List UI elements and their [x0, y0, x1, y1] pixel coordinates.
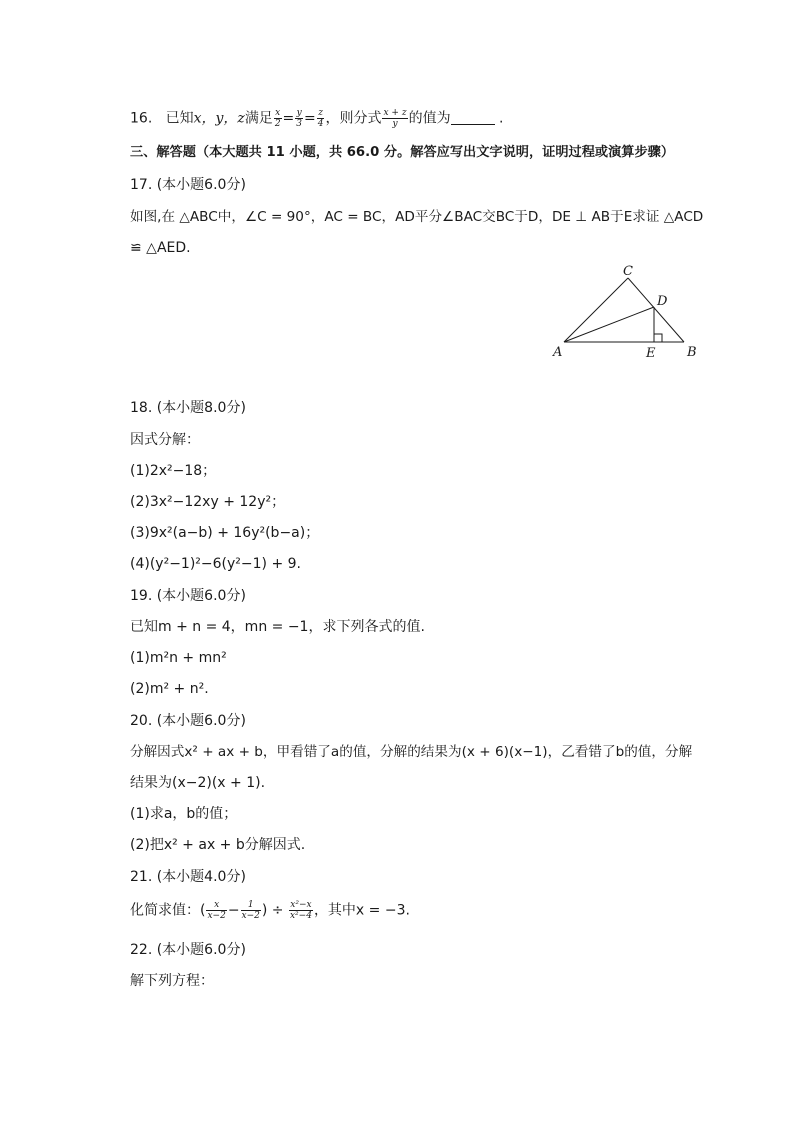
- q16-tail: 的值为: [408, 110, 451, 127]
- q16-fraction-4: $\frac{x + z}{y}$: [383, 108, 407, 129]
- q21-expression: 化简求值：( $\frac{x}{x-2}$ − $\frac{1}{x-2}$ ) ÷ $\frac{\text{x²−x}}{\text{x²−4}}$ ，其中x = −3.: [130, 900, 410, 921]
- q16-fraction-2: $\frac{y}{3}$: [296, 108, 303, 129]
- triangle-figure: [548, 262, 708, 362]
- q19-item-1: (1)m²n + mn²: [130, 650, 227, 666]
- q16-fraction-1: $\frac{x}{2}$: [274, 108, 281, 129]
- q16-number: 16.: [130, 110, 153, 127]
- question-16: 16. 已知x，y，z满足 $\frac{x}{2}$ = $\frac{y}{3}$ = $\frac{z}{4}$ ，则分式 $\frac{x + z}{y}$ 的值为 .: [130, 108, 504, 129]
- q17-header: 17. (本小题6.0分): [130, 177, 246, 193]
- answer-blank[interactable]: [451, 110, 495, 125]
- q18-item-4: (4)(y²−1)²−6(y²−1) + 9.: [130, 556, 301, 572]
- q19-intro: 已知m + n = 4，mn = −1，求下列各式的值.: [130, 619, 425, 635]
- q16-post: ，则分式: [325, 110, 382, 127]
- q18-header: 18. (本小题8.0分): [130, 400, 246, 416]
- q16-fraction-3: $\frac{z}{4}$: [317, 108, 324, 129]
- q16-mid: 满足: [244, 110, 273, 127]
- q19-item-2: (2)m² + n².: [130, 681, 209, 697]
- label-a: A: [553, 345, 563, 360]
- label-e: E: [646, 346, 656, 361]
- q20-text-line-2: 结果为(x−2)(x + 1).: [130, 775, 266, 791]
- q21-fraction-3: $\frac{\text{x²−x}}{\text{x²−4}}$: [289, 900, 312, 921]
- q20-header: 20. (本小题6.0分): [130, 713, 246, 729]
- label-b: B: [687, 345, 697, 360]
- q20-item-1: (1)求a，b的值；: [130, 806, 238, 822]
- q18-intro: 因式分解：: [130, 432, 200, 448]
- q21-fraction-1: $\frac{x}{x-2}$: [207, 900, 226, 921]
- q19-header: 19. (本小题6.0分): [130, 588, 246, 604]
- section-heading: 三、解答题（本大题共 11 小题，共 66.0 分。解答应写出文字说明，证明过程或演算步骤）: [130, 145, 675, 160]
- q21-fraction-2: $\frac{1}{x-2}$: [241, 900, 260, 921]
- q17-text-line-2: ≌ △AED.: [130, 240, 191, 256]
- q20-text-line-1: 分解因式x² + ax + b，甲看错了a的值，分解的结果为(x + 6)(x−1)，乙看错了b的值，分解: [130, 744, 693, 760]
- q16-pre: 已知: [165, 110, 194, 127]
- q21-header: 21. (本小题4.0分): [130, 869, 246, 885]
- q20-item-2: (2)把x² + ax + b分解因式.: [130, 837, 306, 853]
- label-d: D: [657, 294, 668, 309]
- q22-header: 22. (本小题6.0分): [130, 942, 246, 958]
- q18-item-1: (1)2x²−18；: [130, 463, 217, 479]
- q22-intro: 解下列方程：: [130, 973, 214, 989]
- q18-item-3: (3)9x²(a−b) + 16y²(b−a)；: [130, 525, 320, 541]
- label-c: C: [623, 264, 633, 279]
- q17-text-line-1: 如图,在 △ABC中，∠C = 90°，AC = BC，AD平分∠BAC交BC于D，DE ⊥ AB于E求证 △ACD: [130, 209, 704, 225]
- q16-vars: x，y，z: [193, 110, 245, 127]
- q18-item-2: (2)3x²−12xy + 12y²；: [130, 494, 286, 510]
